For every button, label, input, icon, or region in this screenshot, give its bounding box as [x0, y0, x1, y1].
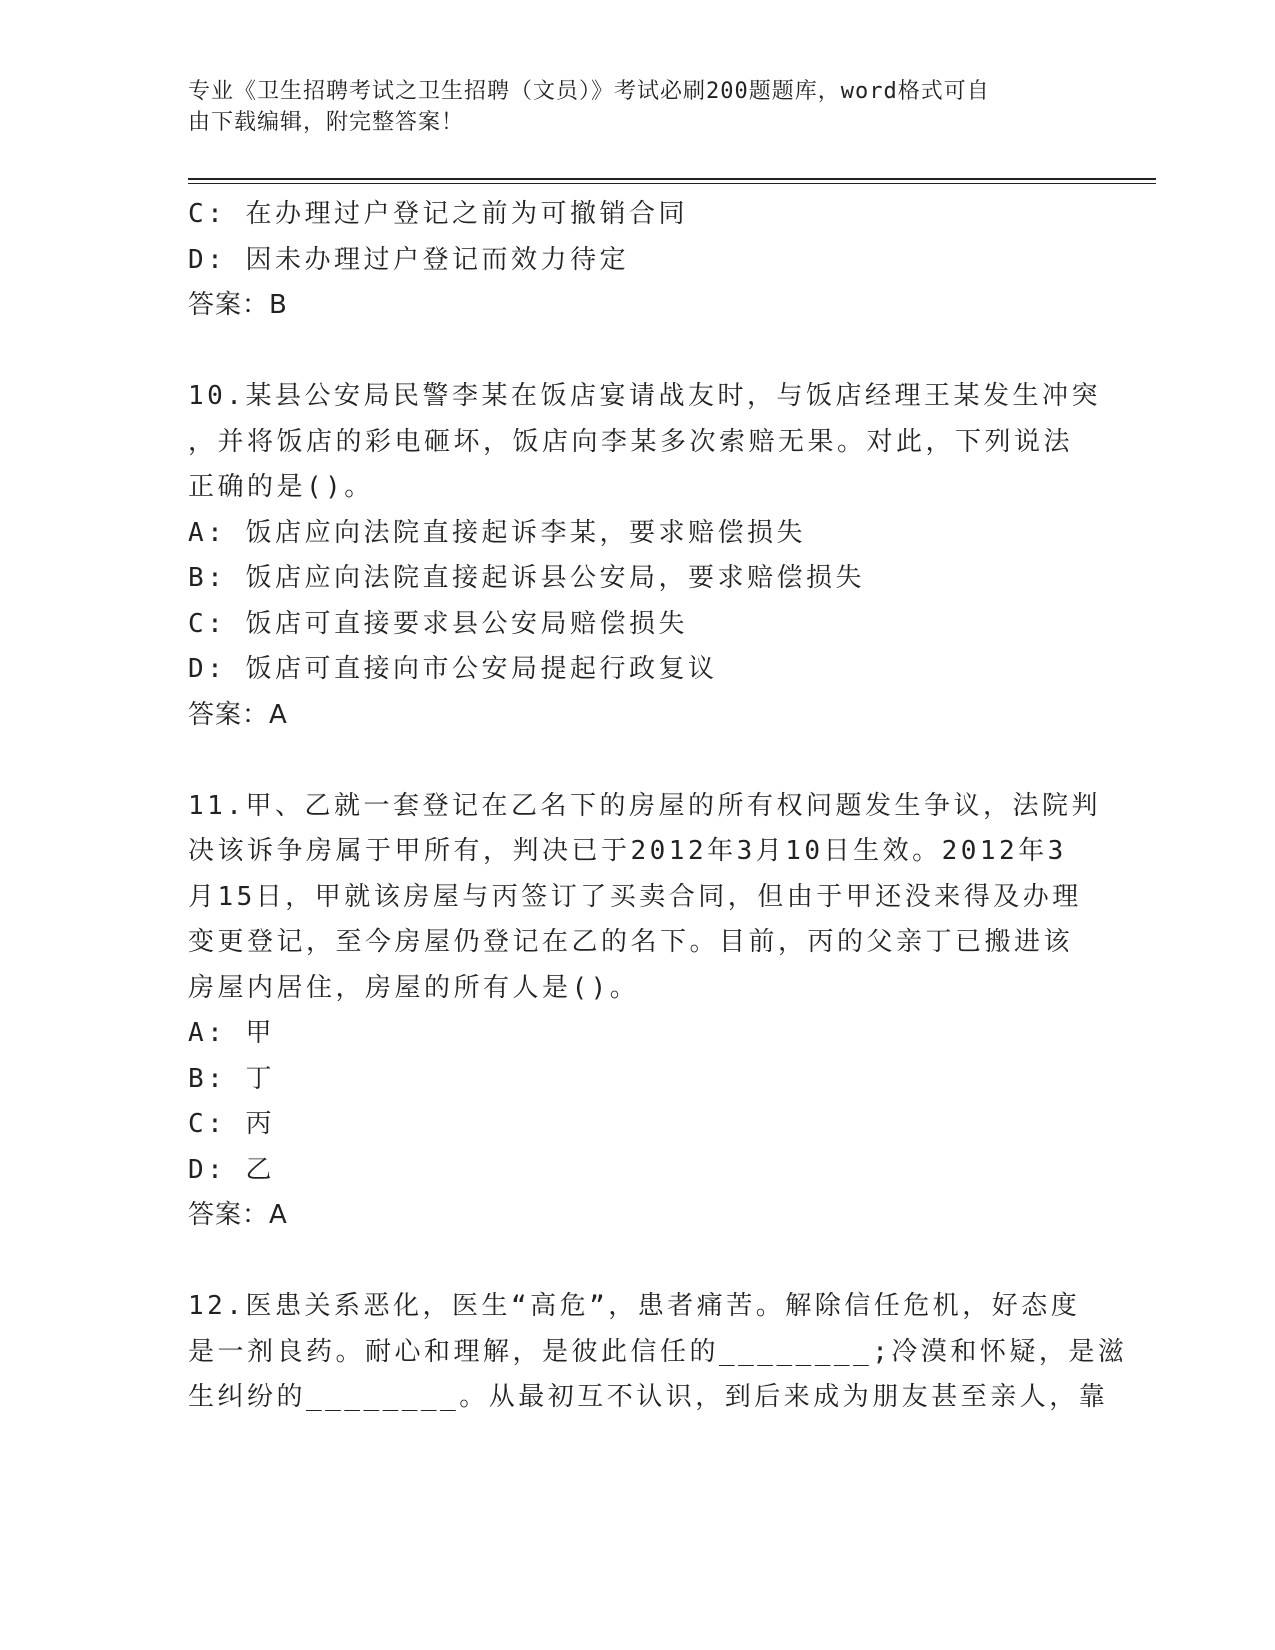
- question-12-text: 12.医患关系恶化，医生“高危”，患者痛苦。解除信任危机，好态度: [188, 1291, 1081, 1321]
- question-11-text: 月15日，甲就该房屋与丙签订了买卖合同，但由于甲还没来得及办理: [188, 881, 1082, 912]
- header-line: 由下载编辑，附完整答案！: [188, 110, 465, 135]
- spacer: [188, 1239, 1088, 1285]
- spacer: [188, 329, 1088, 375]
- question-10-text: 正确的是()。: [188, 472, 374, 502]
- header-line: 专业《卫生招聘考试之卫生招聘（文员）》考试必刷200题题库，word格式可自: [188, 79, 990, 104]
- answer-line: 答案：A: [188, 699, 288, 730]
- answer-line: 答案：A: [188, 1200, 288, 1230]
- question-11-text: 变更登记，至今房屋仍登记在乙的名下。目前，丙的父亲丁已搬进该: [188, 927, 1074, 957]
- option-b: B: 饭店应向法院直接起诉县公安局，要求赔偿损失: [188, 563, 865, 593]
- question-11-text: 11.甲、乙就一套登记在乙名下的房屋的所有权问题发生争议，法院判: [188, 790, 1101, 821]
- question-10-text: ，并将饭店的彩电砸坏，饭店向李某多次索赔无果。对此，下列说法: [188, 426, 1074, 457]
- option-a: A: 甲: [188, 1018, 275, 1048]
- option-c: C: 丙: [188, 1109, 275, 1139]
- document-body: [188, 192, 1128, 1421]
- option-d: D: 饭店可直接向市公安局提起行政复议: [188, 654, 718, 684]
- header-divider-thick: [188, 178, 1156, 180]
- option-c: C: 在办理过户登记之前为可撤销合同: [188, 199, 688, 229]
- option-b: B: 丁: [188, 1063, 275, 1094]
- option-d: D: 乙: [188, 1154, 275, 1185]
- option-c: C: 饭店可直接要求县公安局赔偿损失: [188, 608, 688, 639]
- question-11-text: 房屋内居住，房屋的所有人是()。: [188, 972, 640, 1003]
- question-12-text: 生纠纷的________。从最初互不认识，到后来成为朋友甚至亲人，靠: [188, 1382, 1109, 1412]
- question-12-text: 是一剂良药。耐心和理解，是彼此信任的________;冷漠和怀疑，是滋: [188, 1336, 1128, 1367]
- document-header: [188, 76, 1068, 138]
- answer-line: 答案：B: [188, 290, 288, 320]
- header-divider-thin: [188, 183, 1156, 184]
- option-a: A: 饭店应向法院直接起诉李某，要求赔偿损失: [188, 517, 806, 548]
- option-d: D: 因未办理过户登记而效力待定: [188, 244, 629, 275]
- question-10-text: 10.某县公安局民警李某在饭店宴请战友时，与饭店经理王某发生冲突: [188, 381, 1101, 411]
- question-11-text: 决该诉争房属于甲所有，判决已于2012年3月10日生效。2012年3: [188, 836, 1067, 866]
- spacer: [188, 738, 1088, 784]
